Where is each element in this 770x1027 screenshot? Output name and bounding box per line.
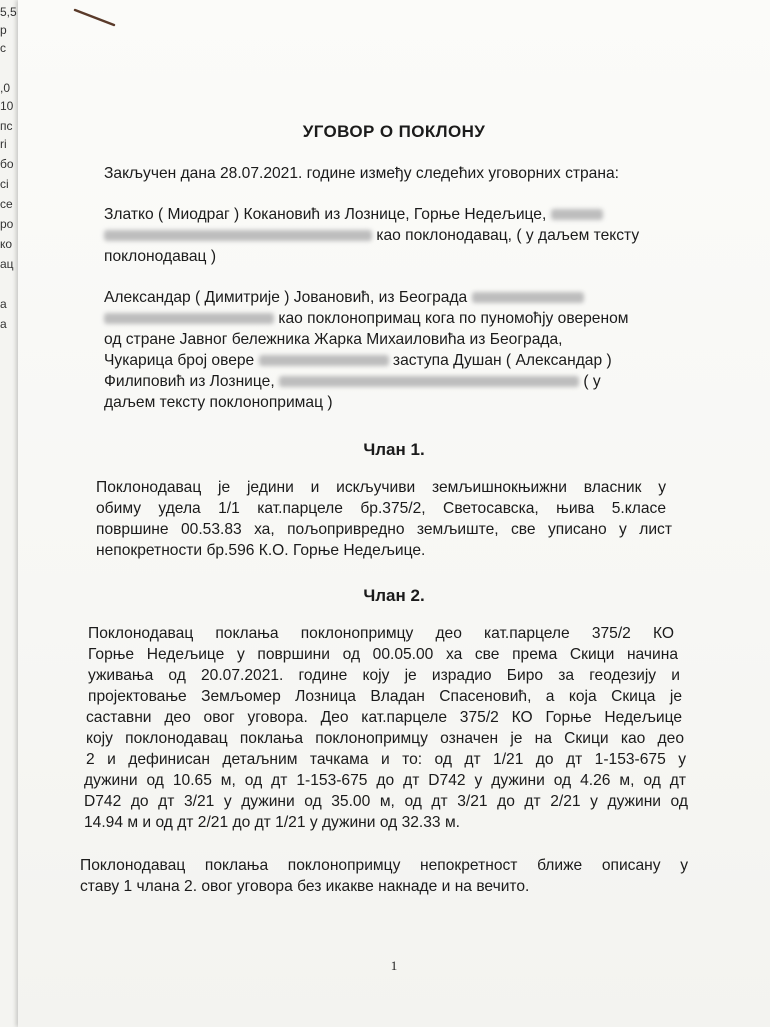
redacted-text (551, 209, 603, 220)
article2-heading: Члан 2. (363, 586, 425, 605)
left-page-fragment: а (0, 297, 7, 311)
article2-line: саставни део овог уговора. Део кат.парцеле 375/2 КО Горње Недељице (86, 709, 682, 726)
page-number: 1 (390, 958, 398, 973)
party2-line (104, 288, 584, 308)
article2-line: коју поклонодавац поклања поклонопримцу означен је на Скици као део (86, 730, 684, 747)
article1-line: површине 00.53.83 ха, пољопривредно земљиште, све уписано у лист (96, 521, 672, 538)
left-page-fragment: ri (0, 137, 7, 151)
redacted-text (104, 313, 274, 324)
left-page-fragment: ,0 (0, 81, 11, 95)
redacted-text (104, 230, 372, 241)
left-page-fragment: а (0, 317, 7, 331)
document-page (18, 0, 770, 1027)
article2-line: 2 и дефинисан детаљним тачкама и то: од дт 1/21 до дт 1-153-675 у (86, 751, 686, 768)
redacted-text (259, 355, 389, 366)
article2-line: дужини од 10.65 м, од дт 1-153-675 до дт D742 у дужини од 4.26 м, од дт (84, 772, 686, 789)
article2-line: D742 до дт 3/21 у дужини од 35.00 м, од дт 3/21 до дт 2/21 у дужини од (84, 793, 688, 810)
party2-line (104, 351, 612, 371)
article2-line: 14.94 м и од дт 2/21 до дт 1/21 у дужини од 32.33 м. (84, 814, 460, 831)
article1-line: непокретности бр.596 К.О. Горње Недељице. (96, 542, 426, 559)
left-page-fragment: ко (0, 237, 13, 251)
left-page-fragment: сі (0, 177, 9, 191)
party1-line: поклонодавац ) (104, 248, 217, 265)
article2-closing-line: ставу 1 члана 2. овог уговора без икакве накнаде и на вечито. (80, 878, 530, 895)
left-page-fragment: пс (0, 119, 13, 133)
pen-mark-icon (72, 6, 118, 28)
document-title: УГОВОР О ПОКЛОНУ (302, 122, 486, 141)
redacted-text (472, 292, 584, 303)
party2-role: као поклонопримац кога по пуномоћју овереном (278, 310, 629, 327)
party2-line: од стране Јавног бележника Жарка Михаиловића из Београда, (104, 331, 563, 348)
article2-line: Горње Недељице у површини од 00.05.00 ха све према Скици начина (88, 646, 678, 663)
article1-line: обиму удела 1/1 кат.парцеле бр.375/2, Светосавска, њива 5.класе (96, 500, 666, 517)
article2-line: пројектовање Земљомер Лозница Владан Спасеновић, а која Скица је (88, 688, 682, 705)
redacted-text (279, 376, 579, 387)
party2-line (104, 372, 601, 392)
left-page-fragment: ац (0, 257, 14, 271)
left-page-fragment: 10 (0, 99, 14, 113)
party2-line5-end: ( у (583, 373, 601, 390)
party2-name: Александар ( Димитрије ) Јовановић, из Београда (104, 289, 468, 306)
party1-line (104, 226, 639, 246)
party2-certification-label: Чукарица број овере (104, 352, 255, 369)
left-page-fragment: р (0, 23, 7, 37)
left-page-fragment: ce (0, 197, 13, 211)
party2-line (104, 309, 628, 329)
article1-line: Поклонодавац је једини и искључиви земљишнокњижни власник у (96, 479, 666, 496)
intro-line: Закључен дана 28.07.2021. године између следећих уговорних страна: (104, 165, 619, 182)
party2-representative: заступа Душан ( Александар ) (392, 352, 612, 369)
left-page-fragment: с (0, 41, 6, 55)
left-page-fragment: 5,5 (0, 5, 17, 19)
party1-line (104, 205, 603, 225)
article1-heading: Члан 1. (363, 440, 425, 459)
left-page-fragment: бо (0, 157, 14, 171)
left-page-fragment: ро (0, 217, 14, 231)
party1-name: Златко ( Миодраг ) Кокановић из Лознице, Горње Недељице, (104, 206, 547, 223)
article2-line: Поклонодавац поклања поклонопримцу део кат.парцеле 375/2 КО (88, 625, 674, 642)
party1-role: као поклонодавац, ( у даљем тексту (376, 227, 640, 244)
party2-representative-name: Филиповић из Лознице, (104, 373, 275, 390)
party2-line: даљем тексту поклонопримац ) (104, 394, 333, 411)
article2-line: уживања од 20.07.2021. године коју је израдио Биро за геодезију и (88, 667, 680, 684)
article2-closing-line: Поклонодавац поклања поклонопримцу непокретност ближе описану у (80, 857, 688, 874)
